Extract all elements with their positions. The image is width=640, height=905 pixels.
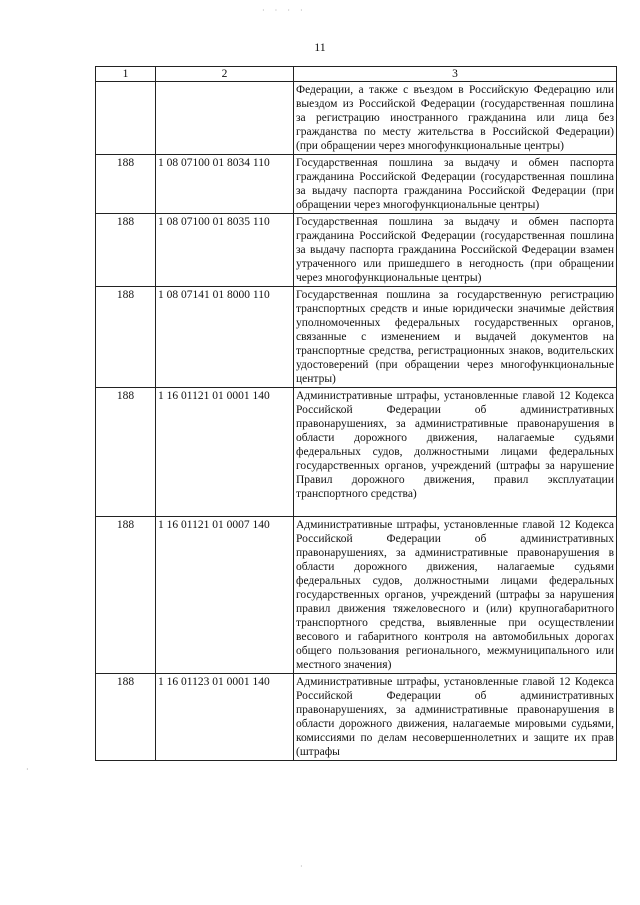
column-header-2: 2 (156, 67, 294, 82)
column-header-3: 3 (294, 67, 617, 82)
table-row (96, 517, 617, 674)
description-cell: Административные штрафы, установленные главой 12 Кодекса Российской Федерации об административных правонарушениях, за административные правонарушения в области дорожного движения, налагаемые мировыми судьями, комиссиями по делам несовершеннолетних и защите их прав (штрафы (294, 674, 617, 761)
admin-code-cell (96, 82, 156, 155)
table-row (96, 287, 617, 388)
description-cell: Государственная пошлина за государственную регистрацию транспортных средств и иные юридически значимые действия уполномоченных федеральных государственных органов, связанные с изменением и выдачей документов на транспортные средства, регистрационных знаков, водительских удостоверений (при обращении через многофункциональные центры) (294, 287, 617, 388)
description-cell: Федерации, а также с въездом в Российскую Федерацию или выездом из Российской Федерации (государственная пошлина за регистрацию иностранного гражданина или лица без гражданства по месту жительства в Российской Федерации) (при обращении через многофункциональные центры) (294, 82, 617, 155)
description-cell: Административные штрафы, установленные главой 12 Кодекса Российской Федерации об административных правонарушениях, за административные правонарушения в области дорожного движения, налагаемые судьями федеральных судов, должностными лицами федеральных государственных органов, учреждений (штрафы за нарушения правил движения тяжеловесного и (или) крупногабаритного транспортного средства, выявленные при осуществлении весового и габаритного контроля на автомобильных дорогах общего пользования регионального, межмуниципального или местного значения) (294, 517, 617, 674)
table-row (96, 82, 617, 155)
description-cell: Государственная пошлина за выдачу и обмен паспорта гражданина Российской Федерации (государственная пошлина за выдачу паспорта гражданина Российской Федерации (при обращении через многофункциональные центры) (294, 155, 617, 214)
table-header-row (96, 67, 617, 82)
admin-code-cell: 188 (96, 155, 156, 214)
table-row (96, 155, 617, 214)
admin-code-cell: 188 (96, 517, 156, 674)
budget-classification-table (95, 66, 617, 761)
scan-artifact-dots: · · · · (262, 6, 307, 15)
admin-code-cell: 188 (96, 287, 156, 388)
admin-code-cell: 188 (96, 674, 156, 761)
scan-artifact-mark: · (300, 862, 303, 871)
kbk-code-cell: 1 08 07100 01 8035 110 (156, 214, 294, 287)
scan-artifact-mark: · (26, 765, 29, 774)
kbk-code-cell: 1 16 01123 01 0001 140 (156, 674, 294, 761)
description-cell: Административные штрафы, установленные главой 12 Кодекса Российской Федерации об административных правонарушениях, за административные правонарушения в области дорожного движения, налагаемые судьями федеральных судов, должностными лицами федеральных государственных органов, учреждений (штрафы за нарушение Правил дорожного движения, правил эксплуатации транспортного средства) (294, 388, 617, 517)
kbk-code-cell (156, 82, 294, 155)
table-row (96, 214, 617, 287)
admin-code-cell: 188 (96, 214, 156, 287)
description-cell: Государственная пошлина за выдачу и обмен паспорта гражданина Российской Федерации (государственная пошлина за выдачу паспорта гражданина Российской Федерации взамен утраченного или пришедшего в негодность (при обращении через многофункциональные центры) (294, 214, 617, 287)
admin-code-cell: 188 (96, 388, 156, 517)
column-header-1: 1 (96, 67, 156, 82)
kbk-code-cell: 1 16 01121 01 0007 140 (156, 517, 294, 674)
kbk-code-cell: 1 08 07100 01 8034 110 (156, 155, 294, 214)
kbk-code-cell: 1 08 07141 01 8000 110 (156, 287, 294, 388)
kbk-code-cell: 1 16 01121 01 0001 140 (156, 388, 294, 517)
table-row (96, 388, 617, 517)
page-number: 11 (314, 40, 326, 54)
table-row (96, 674, 617, 761)
